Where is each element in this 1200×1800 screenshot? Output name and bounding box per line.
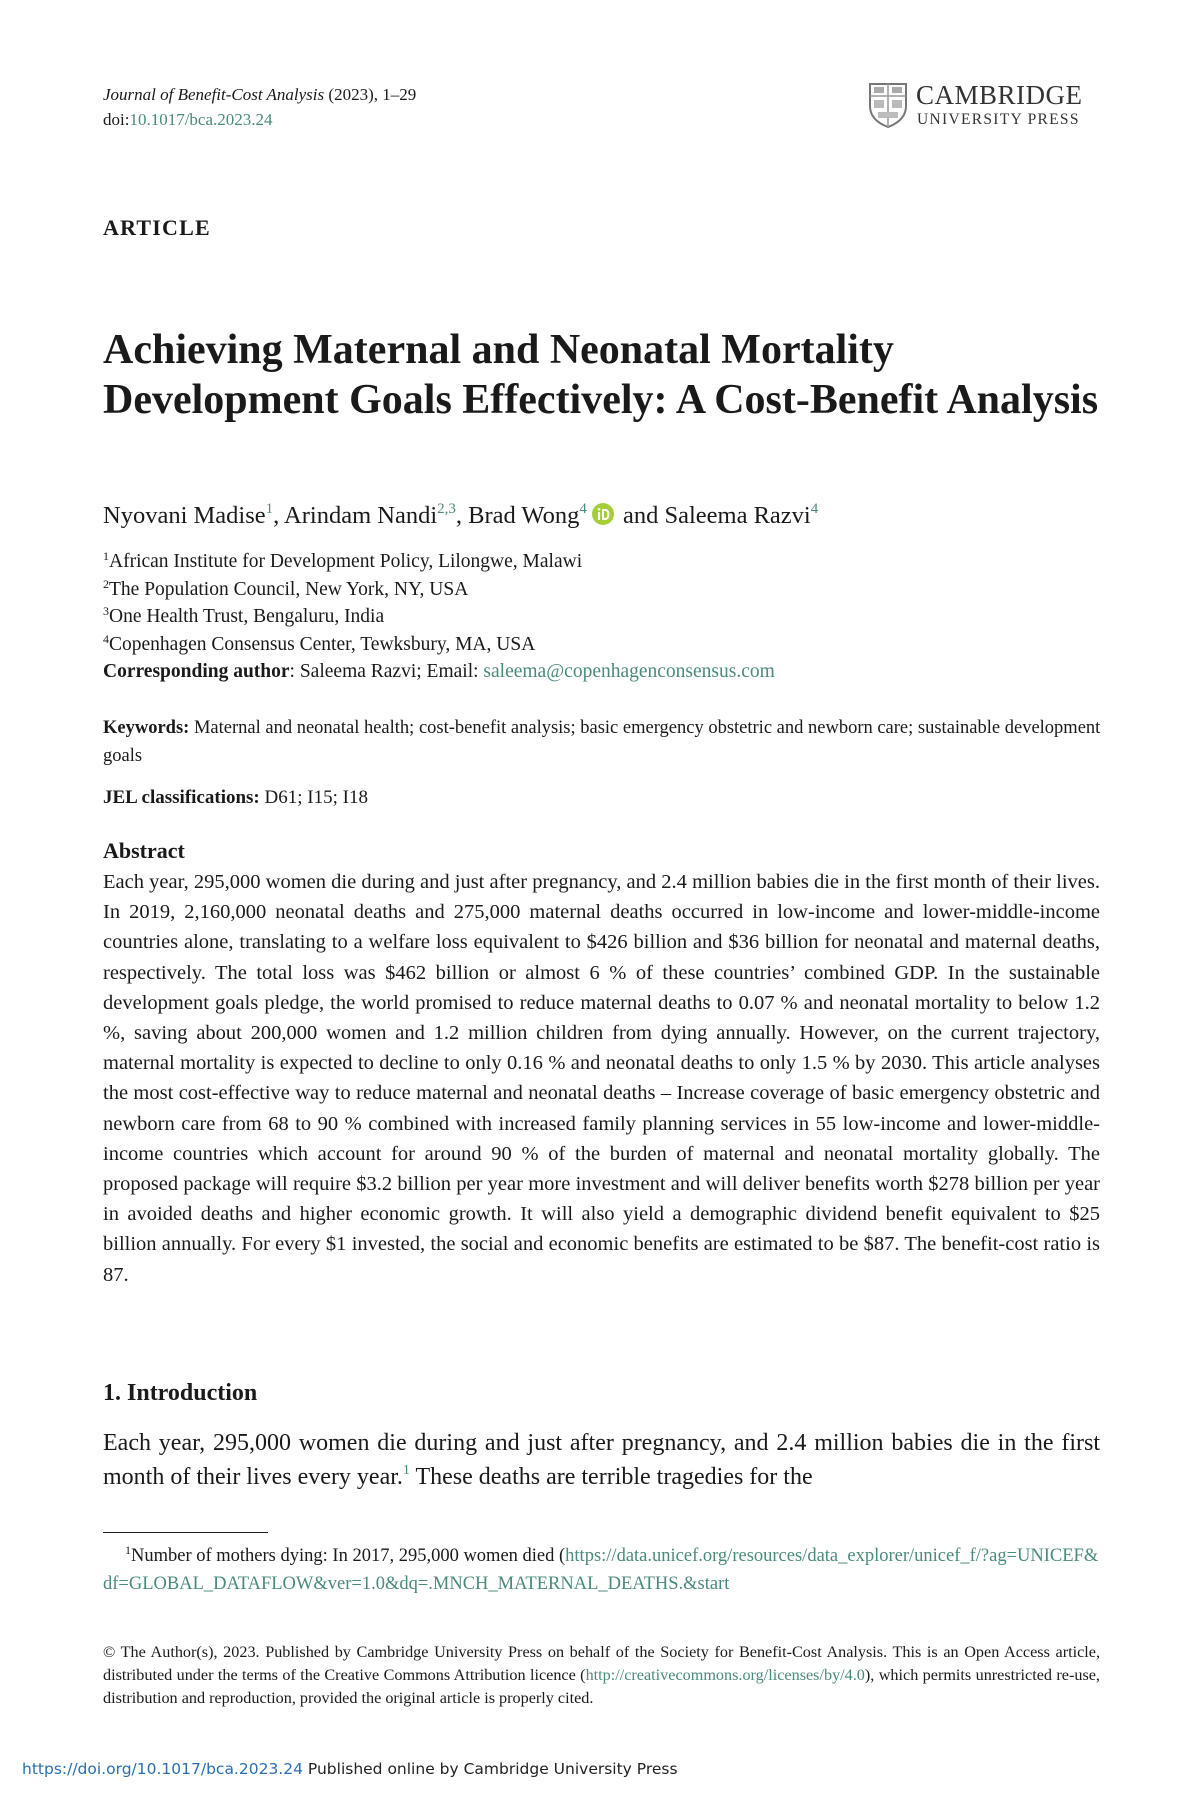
- keywords-text: Maternal and neonatal health; cost-benefit analysis; basic emergency obstetric and newborn care; sustainable development goals: [103, 718, 1101, 766]
- section-heading-introduction: 1. Introduction: [103, 1380, 258, 1406]
- footnote-divider: [103, 1532, 268, 1533]
- abstract-heading: Abstract: [103, 838, 185, 863]
- author-separator: ,: [273, 502, 285, 529]
- author-affil-ref[interactable]: 4: [579, 501, 587, 517]
- license-url-link[interactable]: http://creativecommons.org/licenses/by/4.0: [585, 1666, 865, 1684]
- affiliation-number: 2: [103, 576, 109, 591]
- footnote-text: Number of mothers dying: In 2017, 295,000 women died (: [131, 1546, 566, 1566]
- orcid-icon[interactable]: [592, 503, 614, 525]
- intro-text: Each year, 295,000 women die during and just after pregnancy, and 2.4 million babies die in the first month of their lives every year.: [103, 1430, 1100, 1490]
- bottom-publication-bar: [22, 1760, 678, 1778]
- keywords: [103, 715, 1103, 770]
- journal-header: [103, 82, 416, 132]
- author-name: Arindam Nandi: [284, 502, 438, 529]
- author-list: [103, 500, 1103, 532]
- publisher-name: CAMBRIDGE: [916, 80, 1083, 110]
- author-affil-ref[interactable]: 4: [810, 501, 819, 517]
- affiliation-text: Copenhagen Consensus Center, Tewksbury, MA, USA: [109, 633, 536, 655]
- cambridge-shield-icon: [868, 82, 908, 128]
- author-affil-ref[interactable]: 1: [265, 501, 274, 517]
- author-affil-ref[interactable]: 2,3: [437, 501, 456, 517]
- license-statement: [103, 1641, 1100, 1710]
- affiliation-item: [103, 631, 1103, 659]
- journal-year-pages: (2023), 1–29: [324, 85, 417, 104]
- license-text: © The Author(s), 2023. Published by Cambridge University Press on behalf of the Society for Benefit-Cost Analysis. This is an Open Access article, distributed under the terms of the Creative Commons Attribution licence (: [103, 1643, 1100, 1684]
- footnote-ref[interactable]: 1: [402, 1463, 410, 1478]
- author-name: Saleema Razvi: [664, 502, 811, 529]
- affiliation-number: 3: [103, 604, 109, 618]
- affiliations: [103, 548, 1103, 686]
- bottom-doi-link[interactable]: https://doi.org/10.1017/bca.2023.24: [22, 1760, 303, 1778]
- keywords-label: Keywords:: [103, 718, 190, 738]
- journal-name: Journal of Benefit-Cost Analysis: [103, 85, 325, 104]
- footnote-number: 1: [125, 1543, 131, 1557]
- affiliation-text: One Health Trust, Bengaluru, India: [109, 606, 385, 627]
- corresponding-author: [103, 658, 1103, 686]
- corresponding-label: Corresponding author: [103, 661, 290, 682]
- jel-label: JEL classifications:: [103, 787, 260, 808]
- bottom-published-text: Published online by Cambridge University Press: [302, 1760, 678, 1778]
- introduction-body: [103, 1426, 1100, 1494]
- intro-text-continued: These deaths are terrible tragedies for the: [409, 1464, 813, 1490]
- paper-title: Achieving Maternal and Neonatal Mortality Development Goals Effectively: A Cost-Benefit Analysis: [103, 327, 1099, 423]
- author-separator: ,: [455, 502, 469, 529]
- footnote-url-link[interactable]: https://data.unicef.org/resources/data_explorer/unicef_f/?ag=UNICEF&df=GLOBAL_DATAFLOW&ver=1.0&dq=.MNCH_MATERNAL_DEATHS.&start: [103, 1546, 1099, 1594]
- affiliation-text: African Institute for Development Policy, Lilongwe, Malawi: [109, 551, 583, 572]
- jel-classifications: [103, 784, 368, 811]
- email-link[interactable]: saleema@copenhagenconsensus.com: [483, 661, 775, 682]
- publisher-subname: UNIVERSITY PRESS: [917, 111, 1080, 128]
- affiliation-item: [103, 576, 1103, 604]
- corresponding-text: : Saleema Razvi; Email:: [289, 661, 484, 682]
- affiliation-text: The Population Council, New York, NY, USA: [109, 578, 469, 600]
- article-type-label: ARTICLE: [103, 215, 211, 240]
- abstract-body: Each year, 295,000 women die during and just after pregnancy, and 2.4 million babies die in the first month of their lives. In 2019, 2,160,000 neonatal deaths and 275,000 maternal deaths occurred in low-income and lower-middle-income countries alone, translating to a welfare loss equivalent to $426 billion and $36 billion for neonatal and maternal deaths, respectively. The total loss was $462 billion or almost 6 % of these countries’ combined GDP. In the sustainable development goals pledge, the world promised to reduce maternal deaths to 0.07 % and neonatal mortality to below 1.2 %, saving about 200,000 women and 1.2 million children from dying annually. However, on the current trajectory, maternal mortality is expected to decline to only 0.16 % and neonatal deaths to only 1.5 % by 2030. This article analyses the most cost-effective way to reduce maternal and neonatal deaths – Increase coverage of basic emergency obstetric and newborn care from 68 to 90 % combined with increased family planning services in 55 low-income and lower-middle-income countries which account for around 90 % of the burden of maternal and neonatal mortality globally. The proposed package will require $3.2 billion per year more investment and will deliver benefits worth $278 billion per year in avoided deaths and higher economic growth. It will also yield a demographic dividend benefit equivalent to $25 billion annually. For every $1 invested, the social and economic benefits are estimated to be $87. The benefit-cost ratio is 87.: [103, 871, 1100, 1286]
- author-name: Brad Wong: [468, 502, 580, 529]
- affiliation-item: [103, 603, 1103, 631]
- affiliation-number: 1: [103, 549, 109, 563]
- doi-link[interactable]: 10.1017/bca.2023.24: [129, 110, 273, 129]
- license-text-after: ), which permits unrestricted re-use, distribution and reproduction, provided the original article is properly cited.: [103, 1666, 1100, 1707]
- footnote: [103, 1542, 1100, 1598]
- cambridge-logo: [868, 80, 1103, 132]
- author-name: Nyovani Madise: [103, 502, 266, 529]
- doi-prefix: doi:: [103, 110, 130, 129]
- author-separator: and: [616, 502, 665, 529]
- affiliation-number: 4: [103, 631, 109, 646]
- affiliation-item: [103, 548, 1103, 576]
- jel-text: D61; I15; I18: [259, 787, 368, 808]
